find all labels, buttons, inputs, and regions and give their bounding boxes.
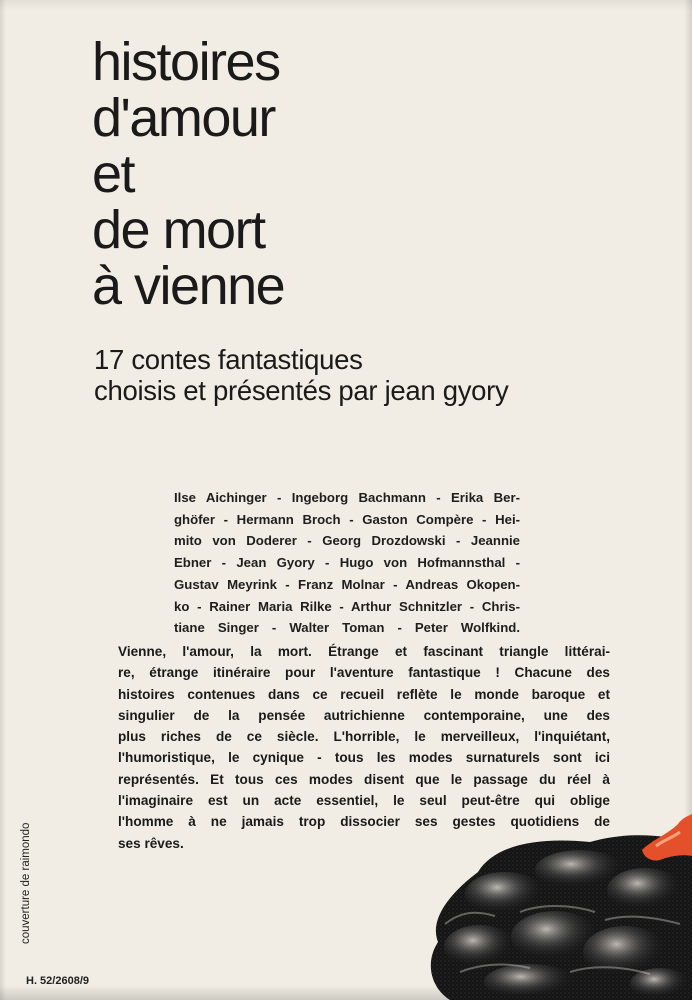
author-list xyxy=(174,487,520,639)
title-line: d'amour xyxy=(92,88,275,148)
description-line: re, étrange itinéraire pour l'aventure fantastique ! Chacune des xyxy=(118,665,610,681)
description-line: histoires contenues dans ce recueil reflète le monde baroque et xyxy=(118,686,610,702)
subtitle-line: choisis et présentés par jean gyory xyxy=(94,375,509,406)
author-line: Gustav Meyrink - Franz Molnar - Andreas Okopen- xyxy=(174,576,520,592)
title-line: à vienne xyxy=(92,256,285,316)
description-line: singulier de la pensée autrichienne contemporaine, une des xyxy=(118,707,610,723)
description-line: représentés. Et tous ces modes disent que le passage du réel à xyxy=(118,771,610,787)
description-line: plus riches de ce siècle. L'horrible, le merveilleux, l'inquiétant, xyxy=(118,729,610,745)
author-line: ghöfer - Hermann Broch - Gaston Compère - Hei- xyxy=(174,511,520,527)
title-line: et xyxy=(92,144,135,204)
book-title xyxy=(92,34,284,314)
description-line: ses rêves. xyxy=(118,835,184,851)
author-line: tiane Singer - Walter Toman - Peter Wolfkind. xyxy=(174,620,520,636)
author-line: Ilse Aichinger - Ingeborg Bachmann - Erika Ber- xyxy=(174,490,520,505)
description-line: l'imaginaire est un acte essentiel, le seul peut-être qui oblige xyxy=(118,793,610,809)
title-line: histoires xyxy=(92,32,280,92)
cover-credit: couverture de raimondo xyxy=(20,822,32,944)
description-line: Vienne, l'amour, la mort. Étrange et fascinant triangle littérai- xyxy=(118,644,610,659)
title-line: de mort xyxy=(92,200,265,260)
subtitle-line: 17 contes fantastiques xyxy=(94,344,363,375)
cover-illustration xyxy=(420,812,692,1000)
catalog-code: H. 52/2608/9 xyxy=(26,975,89,987)
book-subtitle xyxy=(94,344,508,406)
author-line: Ebner - Jean Gyory - Hugo von Hofmannsthal - xyxy=(174,555,520,571)
author-line: ko - Rainer Maria Rilke - Arthur Schnitzler - Chris- xyxy=(174,598,520,614)
description-line: l'homme à ne jamais trop dissocier ses gestes quotidiens de xyxy=(118,814,610,830)
author-line: mito von Doderer - Georg Drozdowski - Jeannie xyxy=(174,533,520,549)
description-line: l'humoristique, le cynique - tous les modes surnaturels sont ici xyxy=(118,750,610,766)
